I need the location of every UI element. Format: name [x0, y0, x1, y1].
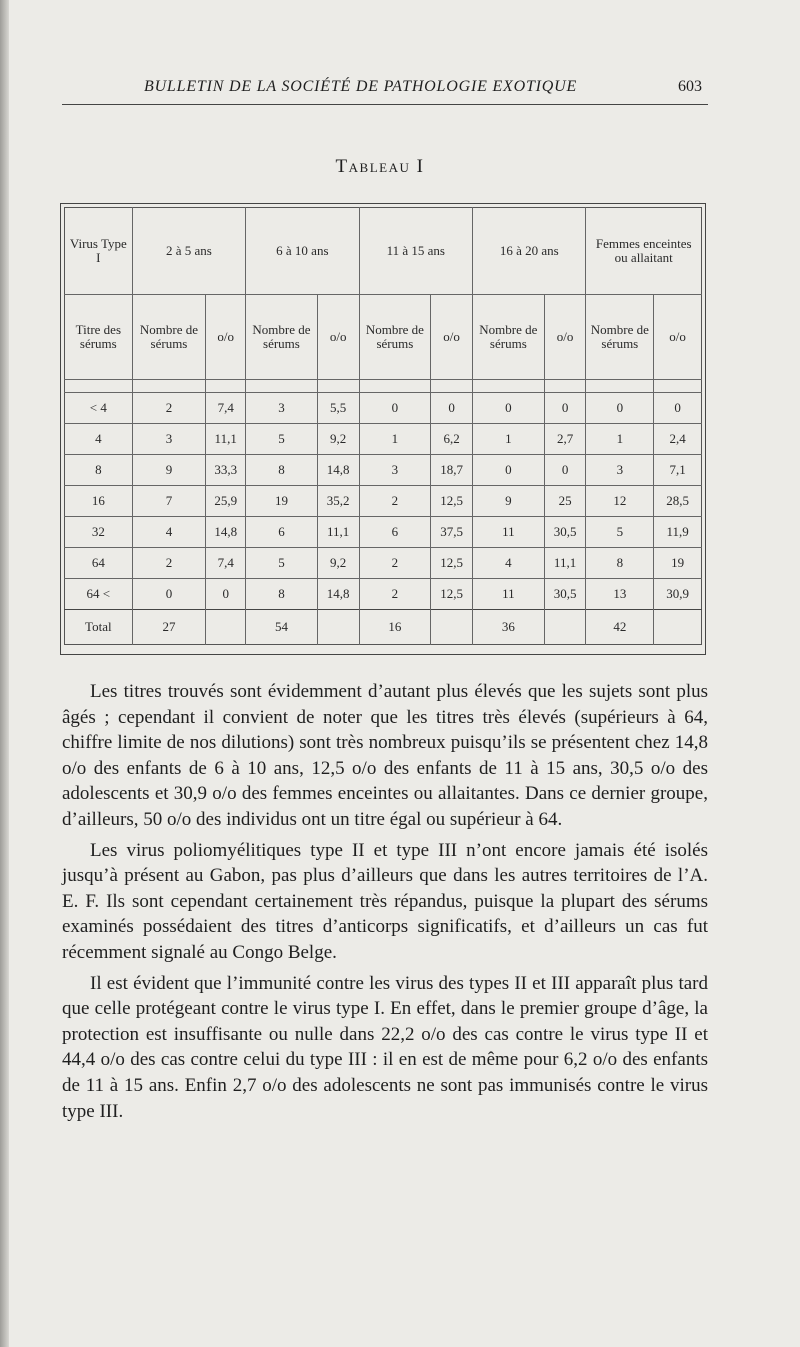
total-label: Total	[65, 610, 133, 645]
sub-header-row	[65, 295, 702, 380]
count-cell: 4	[473, 548, 545, 579]
group-header: 6 à 10 ans	[246, 208, 359, 295]
paragraph: Il est évident que l’immunité contre les virus des types II et III apparaît plus tard que celle protégeant contre le virus type I. En effet, dans le premier groupe d’âge, la protection est insuffisante ou nulle dans 22,2 o/o des cas contre le virus type II et 44,4 o/o des cas contre celui du type III : il en est de même pour 6,2 o/o des enfants de 11 à 15 ans. Enfin 2,7 o/o des adolescents ne sont pas immunisés contre le virus type III.	[62, 972, 708, 1122]
count-cell: 1	[359, 424, 431, 455]
count-cell: 0	[473, 455, 545, 486]
pct-cell: 14,8	[317, 455, 359, 486]
pct-header: o/o	[206, 295, 246, 380]
group-header-row	[65, 208, 702, 295]
pct-cell: 7,4	[206, 548, 246, 579]
count-cell: 3	[586, 455, 654, 486]
body-text	[62, 679, 708, 1129]
pct-cell: 28,5	[654, 486, 702, 517]
count-cell: 8	[246, 455, 318, 486]
table-title: Tableau I	[335, 156, 425, 177]
total-cell: 16	[359, 610, 431, 645]
pct-cell: 35,2	[317, 486, 359, 517]
pct-cell: 2,7	[544, 424, 586, 455]
separator-row	[65, 380, 702, 393]
table-row	[65, 548, 702, 579]
pct-cell: 30,9	[654, 579, 702, 610]
count-cell: 5	[246, 548, 318, 579]
pct-cell: 18,7	[431, 455, 473, 486]
paragraph: Les titres trouvés sont évidemment d’autant plus élevés que les sujets sont plus âgés ; cependant il convient de noter que les titres très élevés (supérieurs à 64, chiffre limite de nos dilutions) sont très nombreux puisqu’ils se présentent chez 14,8 o/o des enfants de 6 à 10 ans, 12,5 o/o des enfants de 11 à 15 ans, 30,5 o/o des adolescents et 30,9 o/o des femmes enceintes ou allaitantes. Dans ce dernier groupe, d’ailleurs, 50 o/o des individus ont un titre égal ou supérieur à 64.	[62, 681, 708, 830]
table-row	[65, 486, 702, 517]
pct-cell: 11,1	[206, 424, 246, 455]
count-cell: 9	[132, 455, 206, 486]
count-cell: 7	[132, 486, 206, 517]
count-cell: 11	[473, 579, 545, 610]
titre-cell: 8	[65, 455, 133, 486]
pct-cell: 12,5	[431, 548, 473, 579]
pct-cell: 2,4	[654, 424, 702, 455]
count-cell: 3	[132, 424, 206, 455]
total-cell: 54	[246, 610, 318, 645]
pct-cell: 6,2	[431, 424, 473, 455]
pct-header: o/o	[544, 295, 586, 380]
journal-title: BULLETIN DE LA SOCIÉTÉ DE PATHOLOGIE EXOTIQUE	[144, 78, 578, 95]
pct-cell: 30,5	[544, 517, 586, 548]
group-header: 16 à 20 ans	[473, 208, 586, 295]
count-header: Nombre de sérums	[359, 295, 431, 380]
group-header: 11 à 15 ans	[359, 208, 472, 295]
running-head	[62, 76, 708, 105]
pct-cell: 9,2	[317, 548, 359, 579]
count-cell: 5	[586, 517, 654, 548]
pct-header: o/o	[317, 295, 359, 380]
table-row	[65, 455, 702, 486]
count-cell: 0	[586, 393, 654, 424]
count-cell: 2	[359, 548, 431, 579]
titre-cell: 32	[65, 517, 133, 548]
total-cell: 27	[132, 610, 206, 645]
group-header: 2 à 5 ans	[132, 208, 245, 295]
count-cell: 1	[586, 424, 654, 455]
count-header: Nombre de sérums	[246, 295, 318, 380]
count-cell: 0	[132, 579, 206, 610]
pct-cell: 25,9	[206, 486, 246, 517]
pct-cell: 0	[544, 393, 586, 424]
count-cell: 8	[246, 579, 318, 610]
pct-header: o/o	[431, 295, 473, 380]
count-cell: 2	[359, 486, 431, 517]
count-header: Nombre de sérums	[132, 295, 206, 380]
count-header: Nombre de sérums	[586, 295, 654, 380]
count-cell: 2	[359, 579, 431, 610]
pct-cell: 19	[654, 548, 702, 579]
table-row	[65, 424, 702, 455]
paragraph: Les virus poliomyélitiques type II et type III n’ont encore jamais été isolés jusqu’à présent au Gabon, pas plus d’ailleurs que dans les autres territoires de l’A. E. F. Ils sont cependant certainement très répandus, puisque la plupart des sérums examinés possédaient des titres d’anticorps significatifs, et d’ailleurs un cas fut récemment signalé au Congo Belge.	[62, 839, 708, 963]
total-cell: 36	[473, 610, 545, 645]
pct-cell: 33,3	[206, 455, 246, 486]
count-cell: 6	[359, 517, 431, 548]
pct-cell: 11,1	[544, 548, 586, 579]
total-row	[65, 610, 702, 645]
pct-cell: 37,5	[431, 517, 473, 548]
pct-cell: 12,5	[431, 579, 473, 610]
count-cell: 5	[246, 424, 318, 455]
count-header: Nombre de sérums	[473, 295, 545, 380]
pct-cell: 12,5	[431, 486, 473, 517]
pct-cell: 7,4	[206, 393, 246, 424]
pct-cell: 5,5	[317, 393, 359, 424]
count-cell: 19	[246, 486, 318, 517]
pct-header: o/o	[654, 295, 702, 380]
data-rows	[65, 393, 702, 610]
count-cell: 3	[246, 393, 318, 424]
pct-cell: 0	[206, 579, 246, 610]
count-cell: 0	[473, 393, 545, 424]
titre-cell: < 4	[65, 393, 133, 424]
count-cell: 13	[586, 579, 654, 610]
total-cell: 42	[586, 610, 654, 645]
count-cell: 12	[586, 486, 654, 517]
table-row	[65, 517, 702, 548]
table-frame	[60, 203, 706, 655]
group-header: Femmes enceintes ou allaitant	[586, 208, 702, 295]
page-number: 603	[678, 78, 702, 95]
pct-cell: 9,2	[317, 424, 359, 455]
count-cell: 2	[132, 393, 206, 424]
pct-cell: 7,1	[654, 455, 702, 486]
pct-cell: 11,9	[654, 517, 702, 548]
titre-header: Titre des sérums	[65, 295, 133, 380]
pct-cell: 11,1	[317, 517, 359, 548]
corner-header: Virus Type I	[69, 236, 127, 265]
pct-cell: 14,8	[317, 579, 359, 610]
count-cell: 8	[586, 548, 654, 579]
pct-cell: 0	[431, 393, 473, 424]
pct-cell: 14,8	[206, 517, 246, 548]
titre-cell: 16	[65, 486, 133, 517]
count-cell: 0	[359, 393, 431, 424]
count-cell: 9	[473, 486, 545, 517]
table-row	[65, 579, 702, 610]
count-cell: 3	[359, 455, 431, 486]
count-cell: 1	[473, 424, 545, 455]
pct-cell: 25	[544, 486, 586, 517]
scan-edge	[0, 0, 9, 1347]
table-row	[65, 393, 702, 424]
serology-table	[64, 207, 702, 645]
count-cell: 11	[473, 517, 545, 548]
pct-cell: 0	[544, 455, 586, 486]
count-cell: 4	[132, 517, 206, 548]
count-cell: 6	[246, 517, 318, 548]
titre-cell: 64 <	[65, 579, 133, 610]
pct-cell: 0	[654, 393, 702, 424]
titre-cell: 64	[65, 548, 133, 579]
count-cell: 2	[132, 548, 206, 579]
titre-cell: 4	[65, 424, 133, 455]
pct-cell: 30,5	[544, 579, 586, 610]
